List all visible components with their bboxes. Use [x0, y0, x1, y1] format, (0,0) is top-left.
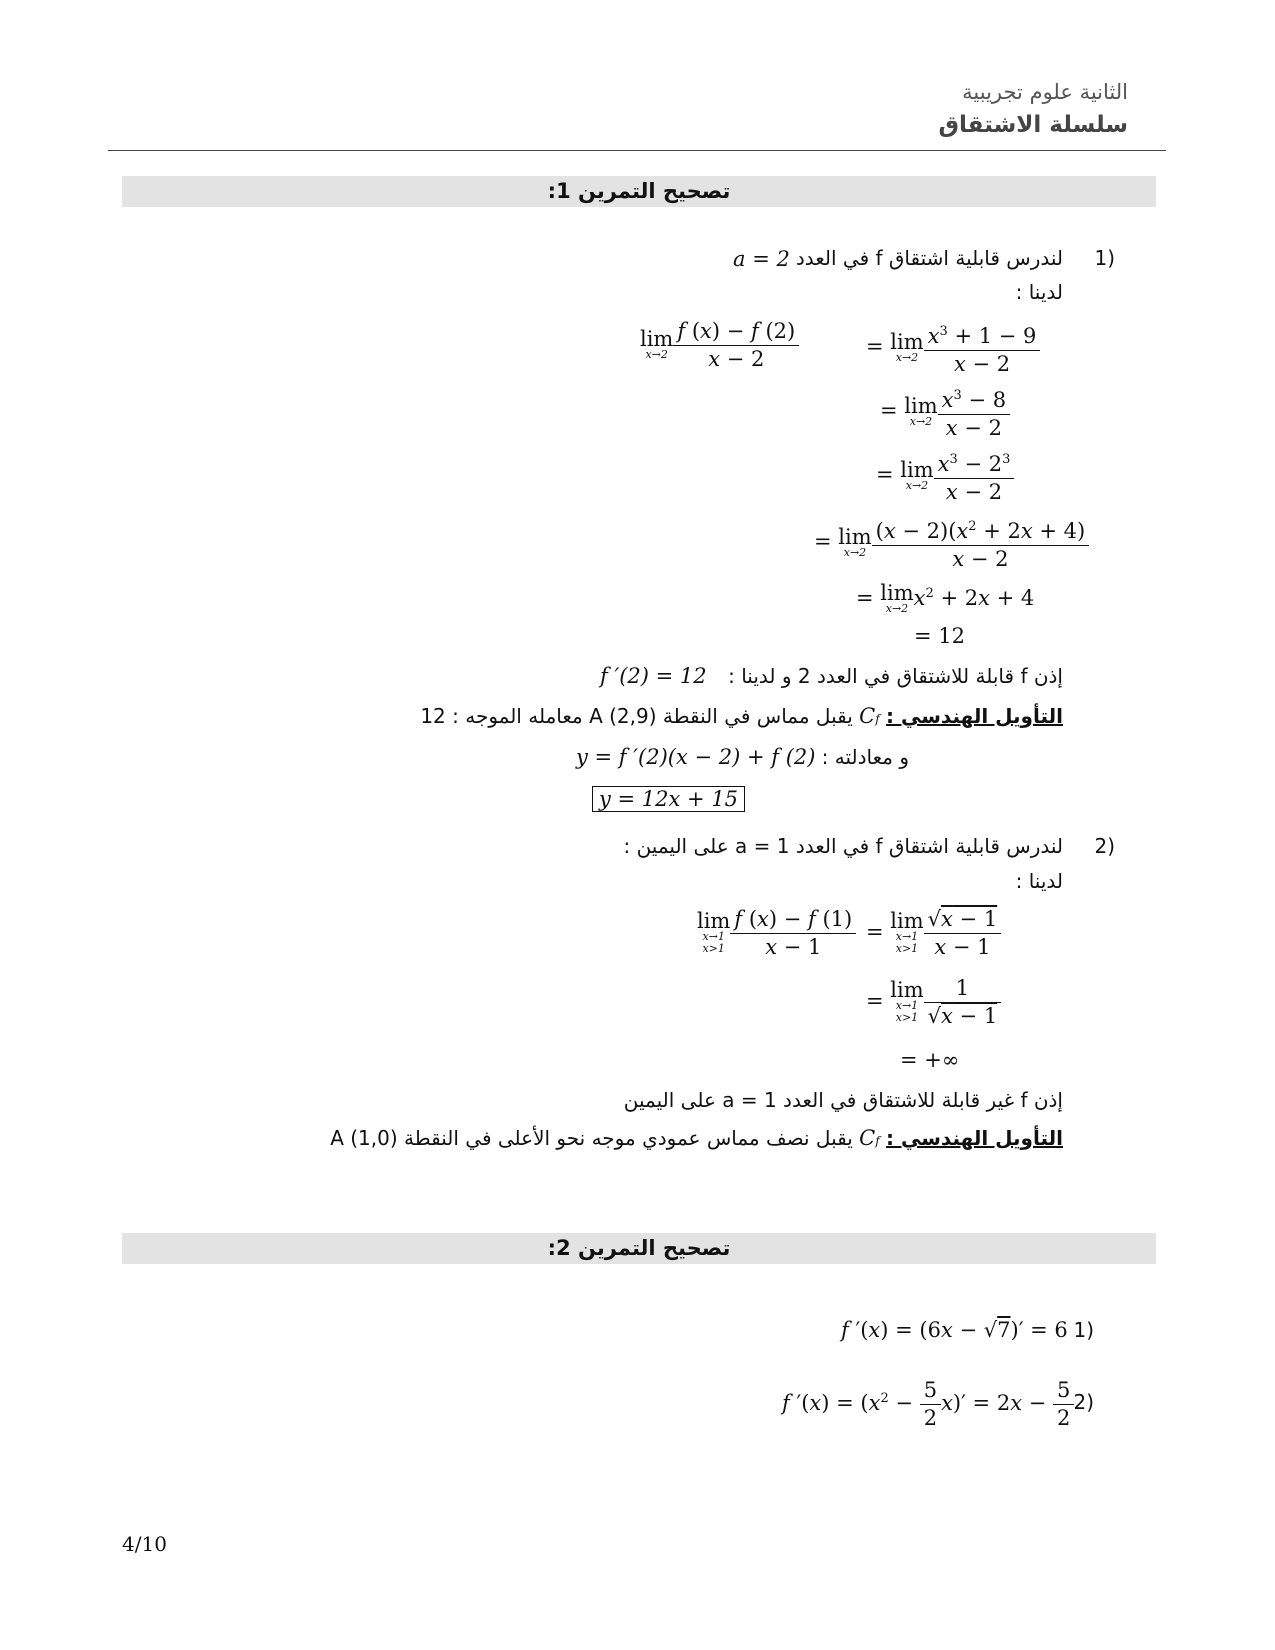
- ex1-q1-step-1: = lim x→2 $\frac{x^3 + 1 - 9}{x - 2}$: [866, 318, 1040, 378]
- class-level: الثانية علوم تجريبية: [962, 80, 1128, 104]
- ex1-q2-limit-definition: lim x→1 x>1 $\frac{f (x) - f (1)}{x - 1}$: [697, 906, 856, 961]
- ex1-q2-geom-label: التأويل الهندسي :: [886, 1126, 1063, 1150]
- section-heading-ex1-text: تصحيح التمرين 1:: [547, 179, 731, 203]
- section-heading-ex1: [122, 176, 1156, 207]
- ex1-q1-tangent-formula: y = f ′(2)(x − 2) + f (2): [576, 745, 816, 769]
- ex1-q2-step-1: = lim x→1 x>1 $\frac{√x - 1}{x - 1}$: [866, 906, 1001, 961]
- section-heading-ex2: [122, 1233, 1156, 1264]
- ex2-item1-number: (1: [1073, 1318, 1094, 1342]
- page-number: 4/10: [122, 1532, 167, 1556]
- ex2-item2-number: (2: [1073, 1390, 1094, 1414]
- ex1-q1-result-value: 12: [938, 624, 966, 648]
- tangent-equation-box: y = 12x + 15: [592, 786, 745, 812]
- ex1-q2-result-value: +∞: [924, 1048, 960, 1072]
- curve-cf-label-2: ‪Cf: [859, 1126, 880, 1150]
- ex1-q1-result: = 12: [914, 624, 966, 648]
- ex1-q1-conclusion: إذن f قابلة للاشتقاق في العدد 2 و لدينا :: [728, 664, 1063, 688]
- header-divider: [108, 150, 1166, 151]
- ex1-q2-we-have: لدينا :: [1015, 869, 1063, 893]
- ex2-item1-formula: f ′(x) = (6x − √7)′ = 6: [841, 1318, 1068, 1342]
- ex1-q1-step-2: = lim x→2 $\frac{x^3 - 8}{x - 2}$: [880, 382, 1010, 442]
- ex1-q2-conclusion: إذن f غير قابلة للاشتقاق في العدد a = 1 على اليمين: [623, 1088, 1063, 1112]
- curve-cf-label: ‪Cf: [859, 704, 880, 728]
- ex1-q2-intro: لندرس قابلية اشتقاق f في العدد a = 1 على اليمين :: [623, 834, 1063, 858]
- ex1-q2-geom-text: يقبل نصف مماس عمودي موجه نحو الأعلى في النقطة A (1,0): [330, 1126, 853, 1150]
- ex1-q1-limit-definition: lim x→2 $\frac{f (x) - f (2)}{x - 2}$: [640, 318, 799, 373]
- ex1-q2-result: = +∞: [900, 1048, 960, 1072]
- series-title: سلسلة الاشتقاق: [938, 112, 1128, 138]
- ex1-q1-intro: لندرس قابلية اشتقاق f في العدد: [795, 246, 1063, 270]
- ex1-q1-we-have: لدينا :: [1015, 280, 1063, 304]
- ex1-q1-step-4: = lim x→2 $\frac{(x - 2)(x^2 + 2x + 4)}{x - 2}$: [814, 513, 1089, 573]
- ex1-q1-geom-interpretation: [420, 704, 1063, 728]
- ex1-q1-step-3: = lim x→2 $\frac{x^3 - 2^3}{x - 2}$: [876, 446, 1014, 506]
- ex1-q1-equation-label: و معادلته :: [821, 745, 909, 769]
- ex1-q1-geom-text: يقبل مماس في النقطة A (2,9) معامله الموجه : 12: [420, 704, 853, 728]
- ex1-q2-geom-interpretation: [330, 1126, 1063, 1150]
- ex1-q1-number: (1: [1094, 246, 1115, 270]
- ex1-q1-geom-label: التأويل الهندسي :: [886, 704, 1063, 728]
- ex1-q1-tangent-result: [592, 787, 745, 811]
- section-heading-ex2-text: تصحيح التمرين 2:: [547, 1236, 731, 1260]
- ex1-q1-derivative-value: f ′(2) = 12: [600, 664, 707, 688]
- ex1-q2-step-2: = lim x→1 x>1 $\frac{1}{√x - 1}$: [866, 975, 1001, 1030]
- ex1-q1-step-5: = lim x→2 $x^2 + 2x + 4$: [856, 581, 1035, 615]
- ex2-item2-formula: f $'(x) = (x^2$ − $\frac{5}{2}$ x)′ = 2x − $\frac{5}{2}$: [782, 1377, 1074, 1432]
- ex1-q2-number: (2: [1094, 834, 1115, 858]
- ex1-q1-point: a = 2: [733, 247, 790, 271]
